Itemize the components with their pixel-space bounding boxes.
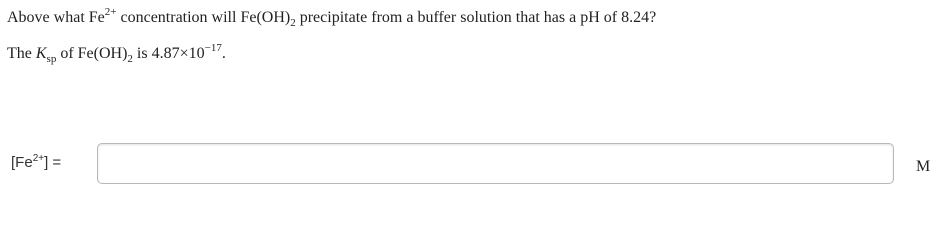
answer-label-open: [Fe bbox=[11, 154, 33, 171]
answer-input[interactable] bbox=[97, 143, 894, 184]
question-text-segment: concentration will Fe(OH) bbox=[116, 9, 291, 26]
unit-label: M bbox=[916, 158, 931, 175]
question-text-segment: . bbox=[221, 45, 226, 62]
answer-label bbox=[11, 153, 61, 173]
exponent-superscript: −17 bbox=[204, 42, 222, 54]
formula-subscript: 2 bbox=[290, 17, 296, 29]
question-text-segment: is 4.87×10 bbox=[132, 45, 205, 62]
ksp-subscript: sp bbox=[46, 53, 57, 65]
question-text-segment: The bbox=[7, 45, 36, 62]
question-text-segment: precipitate from a buffer solution that has a pH of 8.24? bbox=[295, 9, 657, 26]
answer-label-close: ] = bbox=[44, 154, 62, 171]
formula-subscript: 2 bbox=[127, 53, 133, 65]
question-text-segment: of Fe(OH) bbox=[56, 45, 128, 62]
answer-label-charge: 2+ bbox=[32, 153, 45, 164]
question-text-segment: Above what Fe bbox=[7, 9, 105, 26]
question-text-line-1 bbox=[7, 8, 656, 28]
ksp-symbol: K bbox=[35, 45, 47, 62]
charge-superscript: 2+ bbox=[104, 6, 117, 18]
question-text-line-2 bbox=[7, 44, 226, 64]
